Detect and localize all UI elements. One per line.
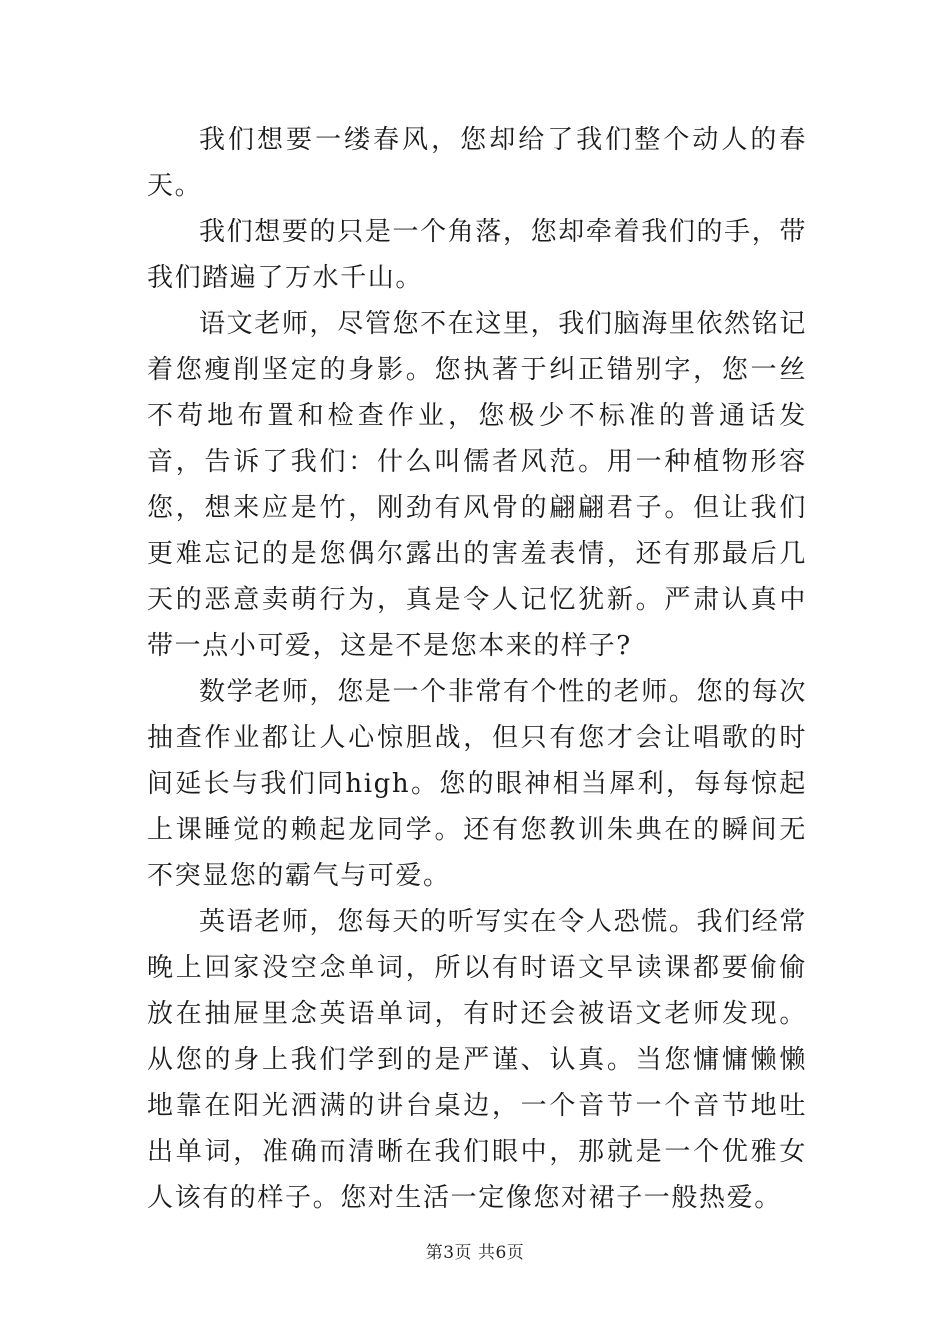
paragraph: 英语老师，您每天的听写实在令人恐慌。我们经常晚上回家没空念单词，所以有时语文早读课都要偷偷放在抽屉里念英语单词，有时还会被语文老师发现。从您的身上我们学到的是严谨、认真。当您慵慵懒懒地靠在阳光洒满的讲台桌边，一个音节一个音节地吐出单词，准确而清晰在我们眼中，那就是一个优雅女人该有的样子。您对生活一定像您对裙子一般热爱。: [147, 907, 807, 1213]
document-body: [147, 117, 807, 1221]
paragraph: 我们想要的只是一个角落，您却牵着我们的手，带我们踏遍了万水千山。: [147, 217, 807, 293]
paragraph: 数学老师，您是一个非常有个性的老师。您的每次抽查作业都让人心惊胆战，但只有您才会让唱歌的时间延长与我们同high。您的眼神相当犀利，每每惊起上课睡觉的赖起龙同学。还有您教训朱典在的瞬间无不突显您的霸气与可爱。: [147, 677, 807, 891]
page-footer: 第3页 共6页: [425, 1243, 525, 1263]
paragraph: 我们想要一缕春风，您却给了我们整个动人的春天。: [147, 125, 807, 201]
paragraph: 语文老师，尽管您不在这里，我们脑海里依然铭记着您瘦削坚定的身影。您执著于纠正错别字，您一丝不苟地布置和检查作业，您极少不标准的普通话发音，告诉了我们：什么叫儒者风范。用一种植物形容您，想来应是竹，刚劲有风骨的翩翩君子。但让我们更难忘记的是您偶尔露出的害羞表情，还有那最后几天的恶意卖萌行为，真是令人记忆犹新。严肃认真中带一点小可爱，这是不是您本来的样子?: [147, 309, 807, 661]
